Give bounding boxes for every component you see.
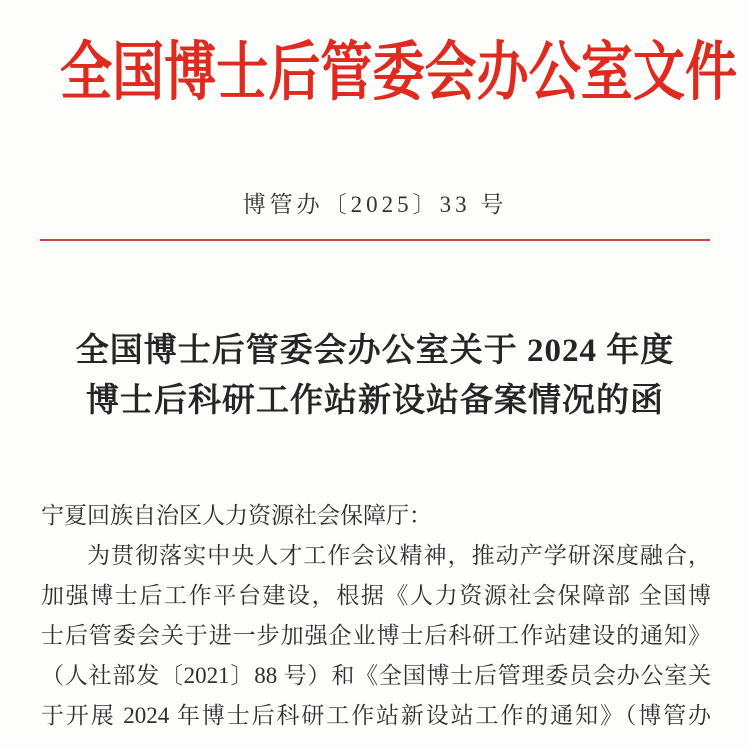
salutation: 宁夏回族自治区人力资源社会保障厅： bbox=[41, 503, 432, 528]
body-line: （人社部发〔2021〕88 号）和《全国博士后管理委员会办公室关 bbox=[41, 663, 711, 688]
document-title-line-1: 全国博士后管委会办公室关于 2024 年度 bbox=[75, 333, 675, 369]
body-line: 于开展 2024 年博士后科研工作站新设站工作的通知》（博管办 bbox=[41, 703, 711, 728]
document-masthead: 全国博士后管委会办公室文件 bbox=[60, 37, 738, 109]
document-number: 博管办〔2025〕33 号 bbox=[242, 192, 508, 217]
red-divider-line bbox=[40, 239, 710, 241]
body-line: 加强博士后工作平台建设，根据《人力资源社会保障部 全国博 bbox=[41, 583, 711, 608]
body-line: 士后管委会关于进一步加强企业博士后科研工作站建设的通知》 bbox=[41, 623, 711, 648]
body-line: 为贯彻落实中央人才工作会议精神，推动产学研深度融合， bbox=[87, 543, 711, 568]
document-title bbox=[0, 326, 750, 426]
document-title-line-2: 博士后科研工作站新设站备案情况的函 bbox=[86, 383, 664, 419]
body-paragraph bbox=[41, 536, 711, 736]
